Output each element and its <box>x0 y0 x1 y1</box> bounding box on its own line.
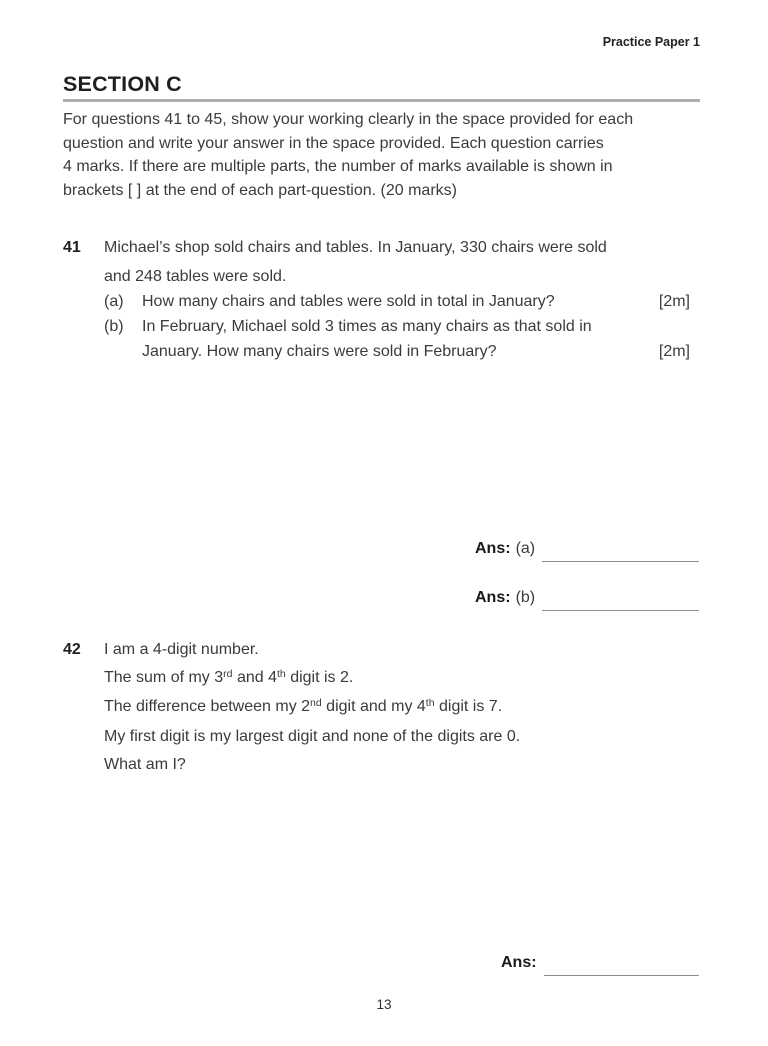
question-42-number: 42 <box>63 641 81 658</box>
question-41-stem-line: and 248 tables were sold. <box>104 268 287 285</box>
ordinal-suffix: th <box>425 696 435 709</box>
instruction-line: question and write your answer in the space provided. Each question carries <box>63 134 604 152</box>
ans-label: Ans: <box>501 954 537 971</box>
ordinal-suffix: th <box>276 667 286 680</box>
section-title: SECTION C <box>63 72 182 96</box>
line-text: digit is 7. <box>434 698 503 715</box>
ordinal-suffix: nd <box>310 696 322 709</box>
line-text: digit and my 4 <box>321 698 426 715</box>
running-header: Practice Paper 1 <box>602 35 700 49</box>
line-text: and 4 <box>232 669 277 686</box>
line-text: The difference between my 2 <box>104 698 311 715</box>
question-42-line: I am a 4-digit number. <box>104 641 259 658</box>
section-title-rule <box>63 99 700 102</box>
section-instructions <box>63 108 633 202</box>
ans-label: Ans: <box>475 589 511 606</box>
answer-row-41b <box>475 589 699 611</box>
instruction-line: brackets [ ] at the end of each part-question. (20 marks) <box>63 181 457 199</box>
answer-blank-line <box>544 954 699 976</box>
question-42-line <box>104 698 502 716</box>
answer-blank-line <box>542 589 699 611</box>
ordinal-suffix: rd <box>223 667 233 680</box>
ans-part-label: (a) <box>515 540 536 557</box>
question-41b-text-line: In February, Michael sold 3 times as many chairs as that sold in <box>142 318 592 335</box>
question-41-stem-line: Michael’s shop sold chairs and tables. In January, 330 chairs were sold <box>104 239 607 256</box>
question-42-line: My first digit is my largest digit and none of the digits are 0. <box>104 728 521 745</box>
answer-blank-line <box>542 540 699 562</box>
question-41a-marks: [2m] <box>658 293 690 310</box>
question-41b-marks: [2m] <box>658 343 690 360</box>
question-41b-label: (b) <box>104 318 124 335</box>
line-text: The sum of my 3 <box>104 669 224 686</box>
ans-label: Ans: <box>475 540 511 557</box>
answer-row-42 <box>501 954 699 976</box>
question-41a-label: (a) <box>104 293 124 310</box>
question-42-line: What am I? <box>104 756 186 773</box>
line-text: digit is 2. <box>285 669 354 686</box>
ans-part-label: (b) <box>515 589 536 606</box>
instruction-line: For questions 41 to 45, show your working clearly in the space provided for each <box>63 111 634 128</box>
answer-row-41a <box>475 540 699 562</box>
page-number: 13 <box>376 997 392 1012</box>
question-42-line <box>104 669 353 687</box>
question-41-number: 41 <box>63 239 81 256</box>
instruction-line: 4 marks. If there are multiple parts, the number of marks available is shown in <box>63 158 613 175</box>
question-41b-text-line: January. How many chairs were sold in February? <box>142 343 497 360</box>
question-41a-text: How many chairs and tables were sold in total in January? <box>142 293 555 310</box>
